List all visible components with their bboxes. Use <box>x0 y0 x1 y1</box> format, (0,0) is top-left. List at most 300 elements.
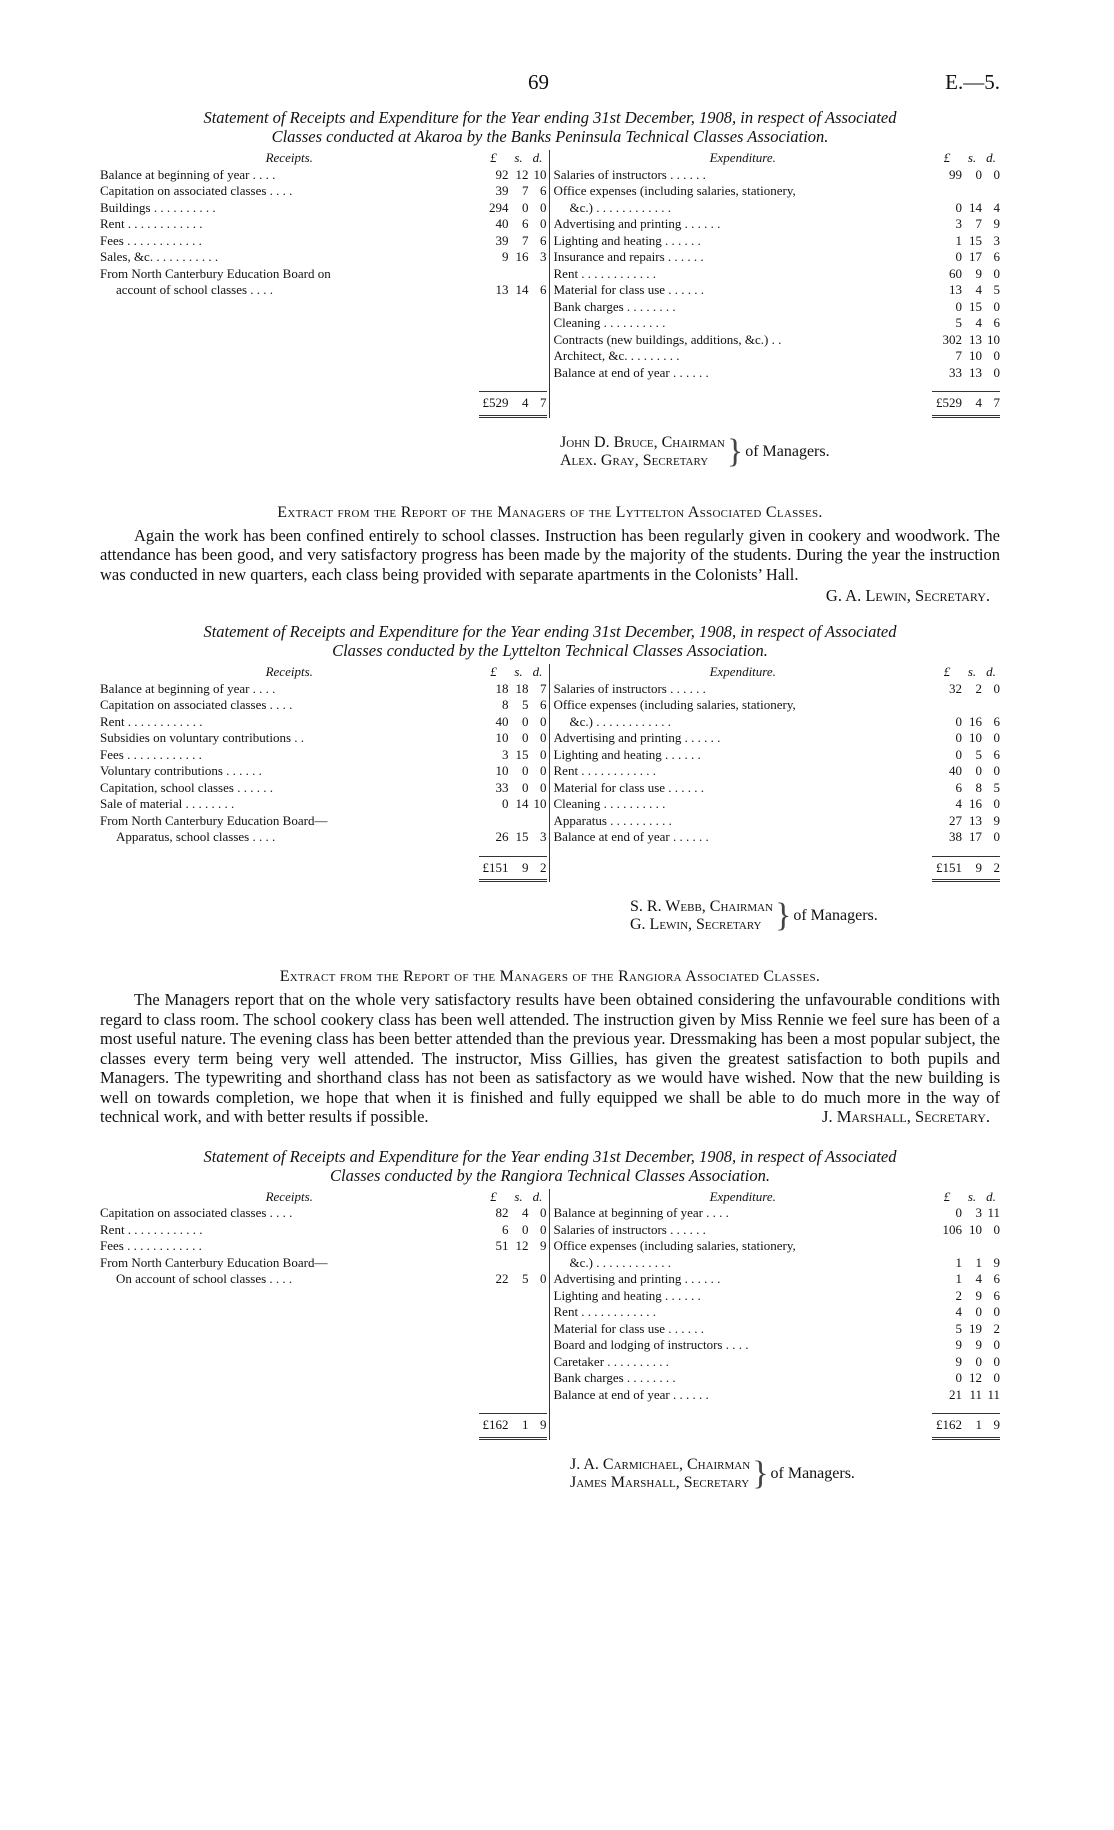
amount-pounds <box>932 183 962 200</box>
expenditure-row <box>554 315 1001 332</box>
line-item-label: Advertising and printing . . . . . . <box>553 1271 721 1286</box>
amount-shillings: 17 <box>969 249 982 264</box>
amount-pounds: £529 <box>482 395 509 410</box>
line-item-label: Insurance and repairs . . . . . . <box>553 249 704 264</box>
line-item-label: Rent . . . . . . . . . . . . <box>100 713 203 729</box>
line-item-label: Subsidies on voluntary contributions . . <box>100 730 305 745</box>
line-item-label: &c.) . . . . . . . . . . . . <box>569 713 671 729</box>
receipts-row <box>100 813 547 830</box>
pounds-header: £ <box>943 150 951 165</box>
lyttelton-extract-signed: G. A. Lewin, Secretary. <box>825 586 990 605</box>
amount-pounds: 1 <box>955 1271 962 1286</box>
amount-shillings: 10 <box>969 730 982 745</box>
amount-shillings: 19 <box>969 1320 982 1336</box>
amount-pence: 9 <box>540 1238 547 1253</box>
amount-pence: 0 <box>993 829 1000 844</box>
amount-pounds: 0 <box>955 730 962 745</box>
amount-shillings: 14 <box>515 282 529 297</box>
expenditure-row <box>554 1255 1001 1272</box>
amount-pence: 11 <box>987 1205 1000 1220</box>
line-item-label: Capitation on associated classes . . . . <box>100 183 293 198</box>
amount-pounds <box>479 1255 509 1272</box>
amount-pence <box>529 813 547 830</box>
expenditure-row <box>554 829 1001 846</box>
expenditure-row <box>554 1304 1001 1321</box>
line-item-label: Fees . . . . . . . . . . . . <box>100 746 202 762</box>
amount-pence: 0 <box>540 746 547 762</box>
amount-pounds: 0 <box>955 199 962 215</box>
amount-pounds: 33 <box>949 364 962 380</box>
receipts-heading: Receipts. <box>265 1188 313 1204</box>
amount-shillings: 15 <box>515 746 529 762</box>
amount-shillings: 9 <box>975 265 982 281</box>
amount-pence: 3 <box>993 232 1000 248</box>
amount-shillings: 0 <box>522 730 529 745</box>
expenditure-row <box>554 167 1001 184</box>
amount-shillings: 4 <box>975 1271 982 1286</box>
amount-pence: 0 <box>993 1337 1000 1352</box>
receipts-heading: Receipts. <box>265 150 313 165</box>
amount-pence: 6 <box>993 746 1000 762</box>
amount-pence: 9 <box>993 1417 1000 1432</box>
amount-shillings: 16 <box>969 796 982 811</box>
amount-pounds: £162 <box>936 1417 962 1432</box>
amount-shillings: 17 <box>969 829 982 844</box>
line-item-label: Material for class use . . . . . . <box>553 282 705 297</box>
amount-shillings <box>962 697 982 714</box>
line-item-label: Capitation on associated classes . . . . <box>100 697 293 712</box>
amount-pounds: 13 <box>949 282 962 297</box>
expenditure-row <box>554 1222 1001 1239</box>
amount-pounds: 92 <box>495 166 509 182</box>
pounds-header: £ <box>490 150 497 165</box>
amount-pence: 9 <box>993 216 1000 231</box>
amount-shillings: 16 <box>969 713 982 729</box>
amount-pounds: 9 <box>502 249 509 264</box>
amount-pence: 0 <box>540 1205 547 1220</box>
line-item-label: Lighting and heating . . . . . . <box>553 746 701 762</box>
shillings-header: s. <box>514 1188 523 1204</box>
brace: } <box>726 432 744 470</box>
chairman-signature: J. A. Carmichael, Chairman <box>570 1455 751 1473</box>
receipts-row <box>100 200 547 217</box>
amount-pounds: 32 <box>949 680 962 696</box>
line-item-label: Architect, &c. . . . . . . . . <box>553 348 680 363</box>
line-item-label: Caretaker . . . . . . . . . . <box>553 1353 670 1369</box>
amount-shillings: 15 <box>969 298 982 314</box>
line-item-label: Voluntary contributions . . . . . . <box>100 763 262 778</box>
expenditure-row <box>554 348 1001 365</box>
lyttelton-extract-text: Again the work has been confined entirely to school classes. Instruction has been regularly given in cookery and woodwork. The attendance has been good, and very satisfactory progress has been made by the majority of the students. During the year the instruction was conducted in new quarters, each class being provided with separate apartments in the Colonists’ Hall. <box>100 525 1000 584</box>
expenditure-row <box>554 299 1001 316</box>
receipts-row <box>100 1271 547 1288</box>
rangiora-extract-heading: Extract from the Report of the Managers of the Rangiora Associated Classes. <box>279 968 821 985</box>
pence-header: d. <box>532 150 543 165</box>
amount-pounds: 6 <box>955 779 962 795</box>
line-item-label: Cleaning . . . . . . . . . . <box>553 796 666 811</box>
amount-pence: 0 <box>993 166 1000 182</box>
amount-pounds: 9 <box>955 1353 962 1369</box>
amount-pence: 7 <box>540 395 547 410</box>
brace: } <box>752 1454 769 1492</box>
pounds-header: £ <box>943 664 951 679</box>
amount-pounds: 8 <box>502 697 509 712</box>
line-item-label: Rent . . . . . . . . . . . . <box>553 1304 657 1319</box>
line-item-label: Apparatus . . . . . . . . . . <box>553 812 672 828</box>
amount-shillings: 9 <box>975 859 982 875</box>
amount-shillings: 5 <box>522 1271 529 1286</box>
amount-shillings: 14 <box>969 199 982 215</box>
expenditure-row <box>554 697 1001 714</box>
amount-pence: 2 <box>993 859 1000 875</box>
amount-shillings: 5 <box>522 697 529 712</box>
amount-pence: 0 <box>993 364 1000 380</box>
line-item-label: Balance at end of year . . . . . . <box>553 1386 709 1402</box>
chairman-signature: S. R. Webb, Chairman <box>630 898 774 915</box>
amount-shillings: 7 <box>975 216 982 231</box>
amount-pounds <box>932 697 962 714</box>
amount-shillings: 9 <box>975 1337 982 1352</box>
lyttelton-extract <box>100 504 1000 607</box>
receipts-row <box>100 1205 547 1222</box>
amount-pounds: 51 <box>495 1238 509 1253</box>
amount-pence: 3 <box>540 829 547 844</box>
pounds-header: £ <box>490 664 497 679</box>
line-item-label: Sales, &c. . . . . . . . . . . <box>100 249 219 264</box>
expenditure-row <box>554 1370 1001 1387</box>
amount-shillings: 4 <box>522 1205 529 1220</box>
expenditure-row <box>554 1205 1001 1222</box>
line-item-label: Balance at end of year . . . . . . <box>553 364 709 380</box>
line-item-label: Rent . . . . . . . . . . . . <box>553 265 657 281</box>
amount-pounds: 0 <box>955 1370 962 1385</box>
amount-pounds: 4 <box>955 796 962 811</box>
lyttelton-signatures <box>630 898 1000 934</box>
amount-pounds: 106 <box>942 1221 962 1237</box>
amount-pence: 0 <box>993 348 1000 363</box>
amount-shillings: 13 <box>969 364 982 380</box>
line-item-label: Rent . . . . . . . . . . . . <box>553 763 657 778</box>
amount-pence: 6 <box>540 183 547 198</box>
amount-pence: 0 <box>993 1304 1000 1319</box>
amount-shillings: 13 <box>969 812 982 828</box>
expenditure-row <box>554 1321 1001 1338</box>
line-item-label: Apparatus, school classes . . . . <box>116 829 276 844</box>
amount-pounds: 5 <box>955 1320 962 1336</box>
amount-shillings <box>962 1238 982 1255</box>
amount-shillings: 0 <box>975 1353 982 1369</box>
line-item-label: Capitation on associated classes . . . . <box>100 1205 293 1220</box>
expenditure-row <box>554 747 1001 764</box>
amount-pounds: 39 <box>495 232 509 248</box>
akaroa-ledger <box>100 150 1000 418</box>
amount-shillings: 4 <box>975 315 982 330</box>
expenditure-row <box>554 714 1001 731</box>
amount-shillings: 1 <box>522 1417 529 1432</box>
page-header <box>100 70 1000 104</box>
amount-pounds: 6 <box>502 1221 509 1237</box>
line-item-label: Salaries of instructors . . . . . . <box>553 680 706 696</box>
line-item-label: From North Canterbury Education Board— <box>100 1254 328 1270</box>
amount-shillings: 12 <box>515 1238 529 1253</box>
receipts-row <box>100 730 547 747</box>
amount-pence: 11 <box>987 1386 1000 1402</box>
line-item-label: Fees . . . . . . . . . . . . <box>100 1238 202 1253</box>
receipts-row <box>100 829 547 846</box>
amount-pounds: 302 <box>942 331 962 347</box>
rangiora-extract-text: The Managers report that on the whole very satisfactory results have been obtained considering the unfavourable conditions with regard to class room. The school cookery class has been well attended. The instruction given by Miss Rennie we feel sure has been of a most useful nature. The evening class has been better attended than the previous year. Dressmaking has been a most popular subject, the classes every term being very well attended. The instructor, Miss Gillies, has given the greatest satisfaction to both pupils and Managers. The typewriting and shorthand class has not been as satisfactory as we would have wished. Now that the new building is well on towards completion, we hope that when it is finished and fully equipped we shall be able to do much more in the way of technical work, and with better results if possible. J. Marshall, Secretary. <box>100 990 1000 1126</box>
amount-pence: 0 <box>540 216 547 231</box>
amount-shillings <box>509 813 529 830</box>
receipts-row <box>100 216 547 233</box>
amount-pounds: £151 <box>482 859 509 875</box>
receipts-row <box>100 763 547 780</box>
line-item-label: Salaries of instructors . . . . . . <box>553 1221 706 1237</box>
amount-pence: 0 <box>993 298 1000 314</box>
amount-pence: 10 <box>533 166 547 182</box>
amount-pence: 0 <box>540 1271 547 1286</box>
expenditure-heading: Expenditure. <box>709 664 776 679</box>
pounds-header: £ <box>943 1188 951 1204</box>
amount-pence <box>982 697 1000 714</box>
receipts-row <box>100 714 547 731</box>
pence-header: d. <box>986 150 996 165</box>
lyttelton-statement <box>100 622 1000 934</box>
amount-pounds: 26 <box>495 829 509 844</box>
amount-pence: 0 <box>993 1353 1000 1369</box>
total-row <box>932 856 1000 883</box>
line-item-label: From North Canterbury Education Board— <box>100 812 328 828</box>
amount-shillings: 4 <box>975 282 982 297</box>
amount-pence: 9 <box>993 812 1000 828</box>
signature-suffix: of Managers. <box>793 907 878 924</box>
amount-pence: 9 <box>993 1254 1000 1270</box>
line-item-label: Contracts (new buildings, additions, &c.) . . <box>553 331 782 347</box>
amount-pence: 2 <box>993 1320 1000 1336</box>
amount-pence: 0 <box>993 796 1000 811</box>
amount-pence: 6 <box>993 1271 1000 1286</box>
amount-pence: 0 <box>540 763 547 778</box>
expenditure-row <box>554 332 1001 349</box>
line-item-label: &c.) . . . . . . . . . . . . <box>569 199 671 215</box>
amount-pounds: 5 <box>955 315 962 330</box>
receipts-header-row <box>100 1189 547 1206</box>
amount-shillings: 0 <box>975 166 982 182</box>
amount-pounds: 60 <box>949 265 962 281</box>
lyttelton-title: Statement of Receipts and Expenditure for the Year ending 31st December, 1908, in respect of Associated Classes conducted by the Lyttelton Technical Classes Association. <box>203 622 897 660</box>
amount-pence: 4 <box>993 199 1000 215</box>
pounds-header: £ <box>490 1188 497 1204</box>
line-item-label: Office expenses (including salaries, stationery, <box>553 1238 796 1253</box>
amount-shillings: 4 <box>975 395 982 410</box>
amount-pounds: 0 <box>502 796 509 811</box>
expenditure-row <box>554 216 1001 233</box>
line-item-label: &c.) . . . . . . . . . . . . <box>569 1254 671 1270</box>
expenditure-row <box>554 200 1001 217</box>
document-page <box>100 70 1000 1492</box>
shillings-header: s. <box>967 664 977 679</box>
expenditure-row <box>554 282 1001 299</box>
amount-shillings: 2 <box>975 680 982 696</box>
expenditure-row <box>554 249 1001 266</box>
amount-pence: 7 <box>993 395 1000 410</box>
amount-pounds: £529 <box>936 395 962 410</box>
amount-pence: 7 <box>540 680 547 696</box>
amount-pence <box>529 266 547 283</box>
receipts-row <box>100 747 547 764</box>
amount-pence: 10 <box>987 331 1000 347</box>
amount-pounds: 40 <box>495 713 509 729</box>
amount-pence: 0 <box>540 1221 547 1237</box>
expenditure-row <box>554 266 1001 283</box>
chairman-signature: John D. Bruce, Chairman <box>560 433 725 451</box>
amount-pounds: 13 <box>495 282 509 297</box>
expenditure-row <box>554 1354 1001 1371</box>
amount-shillings: 14 <box>515 796 529 811</box>
expenditure-row <box>554 1271 1001 1288</box>
akaroa-signatures <box>560 434 1000 470</box>
receipts-row <box>100 167 547 184</box>
amount-shillings: 7 <box>522 183 529 198</box>
amount-pounds <box>479 813 509 830</box>
amount-pounds: 10 <box>495 763 509 778</box>
expenditure-row <box>554 183 1001 200</box>
amount-shillings: 18 <box>515 680 529 696</box>
total-row <box>479 856 547 883</box>
amount-pence: 6 <box>993 713 1000 729</box>
amount-shillings: 0 <box>522 779 529 795</box>
expenditure-header-row <box>554 664 1001 681</box>
amount-pounds: 0 <box>955 298 962 314</box>
amount-pounds: 27 <box>949 812 962 828</box>
amount-shillings <box>962 183 982 200</box>
receipts-row <box>100 233 547 250</box>
total-row <box>479 1413 547 1440</box>
shillings-header: s. <box>967 150 977 165</box>
amount-shillings: 7 <box>522 232 529 248</box>
amount-pounds: £162 <box>482 1417 509 1432</box>
rangiora-title: Statement of Receipts and Expenditure for the Year ending 31st December, 1908, in respect of Associated Classes conducted by the Rangiora Technical Classes Association. <box>203 1146 897 1185</box>
amount-pence: 0 <box>993 1370 1000 1385</box>
line-item-label: Balance at beginning of year . . . . <box>100 166 276 182</box>
line-item-label: Rent . . . . . . . . . . . . <box>100 1221 203 1237</box>
amount-shillings: 0 <box>522 1221 529 1237</box>
amount-pounds: 4 <box>955 1304 962 1319</box>
amount-pence: 6 <box>540 697 547 712</box>
expenditure-row <box>554 813 1001 830</box>
amount-shillings: 11 <box>969 1386 982 1402</box>
amount-pence: 6 <box>540 232 547 248</box>
amount-shillings: 1 <box>975 1254 982 1270</box>
amount-pounds: 0 <box>955 1205 962 1220</box>
expenditure-row <box>554 1337 1001 1354</box>
amount-pence <box>529 1255 547 1272</box>
amount-pounds: 3 <box>502 746 509 762</box>
line-item-label: Material for class use . . . . . . <box>553 779 705 795</box>
shillings-header: s. <box>967 1188 977 1204</box>
amount-shillings: 0 <box>975 1304 982 1319</box>
shillings-header: s. <box>514 150 523 165</box>
lyttelton-ledger <box>100 664 1000 882</box>
amount-pence: 6 <box>540 282 547 297</box>
line-item-label: Advertising and printing . . . . . . <box>553 216 721 231</box>
receipts-column <box>100 664 550 882</box>
amount-pence: 0 <box>540 713 547 729</box>
amount-pounds: 99 <box>949 166 962 182</box>
amount-pounds: 40 <box>949 763 962 778</box>
line-item-label: On account of school classes . . . . <box>116 1271 293 1286</box>
amount-shillings: 15 <box>969 232 982 248</box>
pence-header: d. <box>986 664 996 679</box>
signature-suffix: of Managers. <box>745 442 830 460</box>
amount-pence: 0 <box>993 763 1000 778</box>
line-item-label: Capitation, school classes . . . . . . <box>100 779 273 795</box>
receipts-row <box>100 780 547 797</box>
amount-pounds: £151 <box>936 859 962 875</box>
amount-pounds: 9 <box>955 1337 962 1352</box>
amount-pounds: 38 <box>949 829 962 844</box>
amount-pounds: 294 <box>489 199 509 215</box>
amount-shillings <box>509 266 529 283</box>
amount-pounds: 1 <box>955 232 962 248</box>
expenditure-row <box>554 681 1001 698</box>
amount-shillings: 0 <box>522 199 529 215</box>
expenditure-column <box>550 1189 1001 1440</box>
amount-pence: 6 <box>993 249 1000 264</box>
line-item-label: Balance at beginning of year . . . . <box>553 1205 729 1220</box>
amount-shillings: 10 <box>969 348 982 363</box>
line-item-label: Bank charges . . . . . . . . <box>553 298 676 314</box>
receipts-column <box>100 1189 550 1440</box>
rangiora-statement <box>100 1147 1000 1492</box>
lyttelton-extract-heading: Extract from the Report of the Managers of the Lyttelton Associated Classes. <box>277 503 823 521</box>
amount-shillings: 5 <box>975 746 982 762</box>
expenditure-row <box>554 730 1001 747</box>
amount-shillings: 0 <box>522 763 529 778</box>
line-item-label: Lighting and heating . . . . . . <box>553 1287 701 1303</box>
receipts-row <box>100 1255 547 1272</box>
receipts-row <box>100 183 547 200</box>
amount-pounds: 0 <box>955 713 962 729</box>
receipts-header-row <box>100 664 547 681</box>
line-item-label: Buildings . . . . . . . . . . <box>100 199 216 215</box>
amount-pence <box>982 1238 1000 1255</box>
document-code: E.—5. <box>945 70 1000 94</box>
amount-pence <box>982 183 1000 200</box>
receipts-header-row <box>100 150 547 167</box>
expenditure-row <box>554 780 1001 797</box>
expenditure-heading: Expenditure. <box>709 150 776 165</box>
amount-pounds: 7 <box>955 348 962 363</box>
line-item-label: account of school classes . . . . <box>116 282 274 297</box>
amount-pence: 5 <box>993 779 1000 795</box>
expenditure-row <box>554 1387 1001 1404</box>
amount-shillings: 13 <box>969 331 982 347</box>
amount-pounds: 1 <box>955 1254 962 1270</box>
amount-pence: 0 <box>540 779 547 795</box>
amount-shillings: 1 <box>975 1417 982 1432</box>
expenditure-row <box>554 763 1001 780</box>
amount-pence: 0 <box>540 199 547 215</box>
amount-pence: 6 <box>993 1287 1000 1303</box>
receipts-row <box>100 681 547 698</box>
receipts-row <box>100 249 547 266</box>
amount-shillings: 0 <box>975 763 982 778</box>
amount-pounds <box>479 266 509 283</box>
line-item-label: Sale of material . . . . . . . . <box>100 796 235 811</box>
line-item-label: From North Canterbury Education Board on <box>100 265 331 281</box>
receipts-row <box>100 282 547 299</box>
